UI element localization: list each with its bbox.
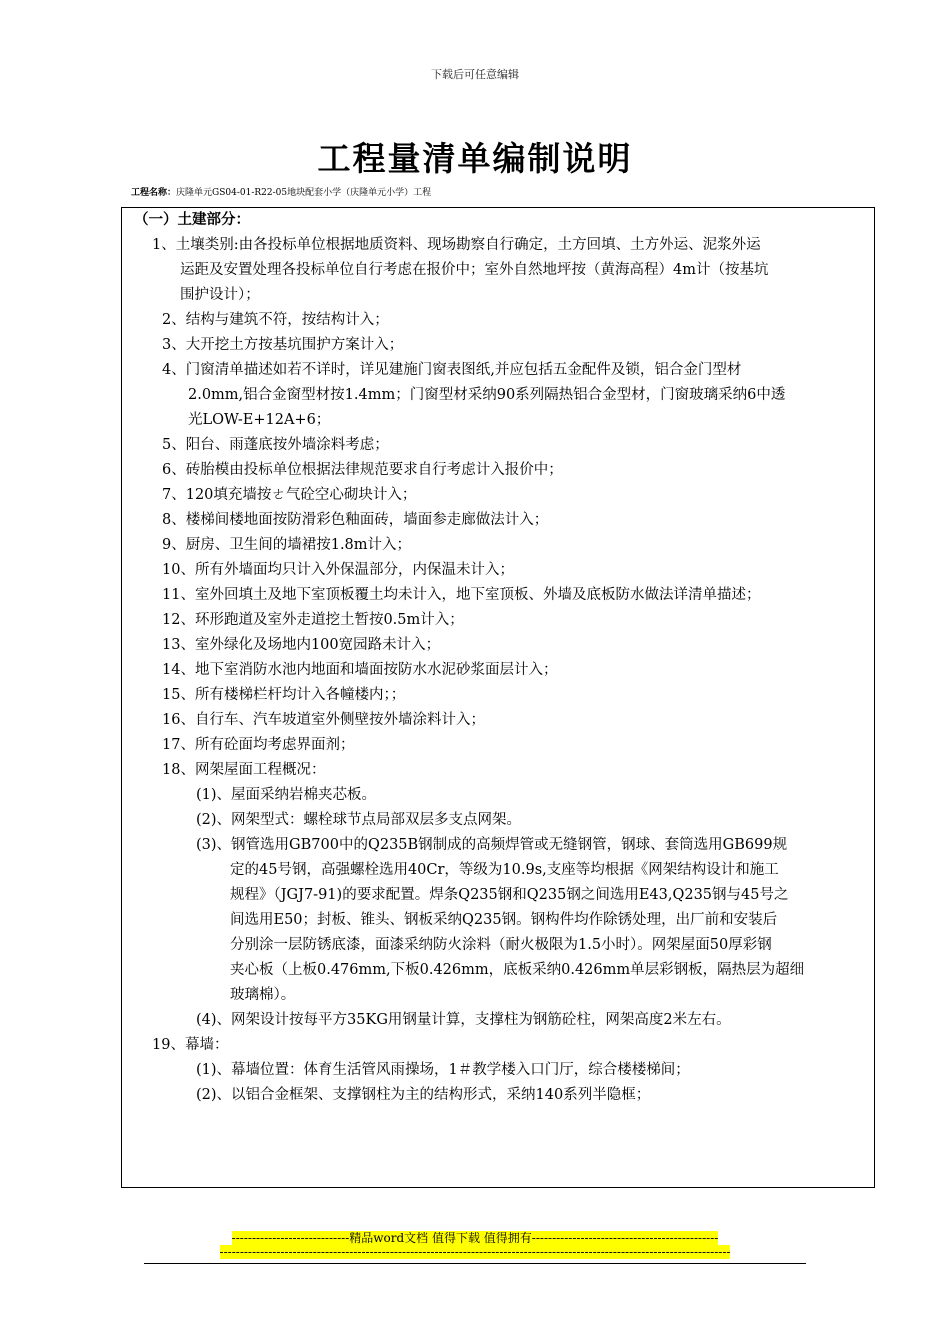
list-item: 6、砖胎模由投标单位根据法律规范要求自行考虑计入报价中； [162,462,563,478]
sub-item: (1)、幕墙位置：体育生活管风雨操场，1＃教学楼入口门厅，综合楼楼梯间； [196,1062,690,1078]
list-item-continuation: 运距及安置处理各投标单位自行考虑在报价中；室外自然地坪按（黄海高程）4m计（按基坑 [180,262,769,278]
list-item-continuation: 围护设计）； [180,287,260,303]
sub-item-continuation: 定的45号钢，高强螺栓选用40Cr，等级为10.9s,支座等均根据《网架结构设计和施工 [230,862,779,878]
footer-banner-bottom [0,1245,950,1259]
list-item: 1、土壤类别:由各投标单位根据地质资料、现场勘察自行确定，土方回填、土方外运、泥浆外运 [152,237,761,253]
list-item: 11、室外回填土及地下室顶板覆土均未计入，地下室顶板、外墙及底板防水做法详清单描述； [162,587,761,603]
list-item: 2、结构与建筑不符，按结构计入； [162,312,389,328]
list-item: 18、网架屋面工程概况： [162,762,326,778]
list-item: 14、地下室消防水池内地面和墙面按防水水泥砂浆面层计入； [162,662,558,678]
sub-item: (4)、网架设计按每平方35KG用钢量计算，支撑柱为钢筋砼柱，网架高度2米左右。 [196,1012,731,1028]
project-name: 庆隆单元GS04-01-R22-05地块配套小学（庆隆单元小学）工程 [176,188,432,198]
sub-item: (1)、屋面采纳岩棉夹芯板。 [196,787,377,803]
project-name-line [131,185,881,198]
list-item: 19、幕墙： [152,1037,229,1053]
list-item: 16、自行车、汽车坡道室外侧壁按外墙涂料计入； [162,712,485,728]
list-item: 12、环形跑道及室外走道挖土暂按0.5m计入； [162,612,464,628]
list-item: 15、所有楼梯栏杆均计入各幢楼内；； [162,687,406,703]
project-label: 工程名称： [131,188,177,198]
list-item: 8、楼梯间楼地面按防滑彩色釉面砖，墙面参走廊做法计入； [162,512,549,528]
sub-item-continuation: 分别涂一层防锈底漆，面漆采纳防火涂料（耐火极限为1.5小时）。网架屋面50厚彩钢 [230,937,772,953]
list-item: 3、大开挖土方按基坑围护方案计入； [162,337,404,353]
list-item-continuation: 光LOW-E+12A+6； [188,412,331,428]
footer-banner-dashes: ------------------------------------------------------------------------------------------------------------------------------ [219,1245,731,1259]
sub-item-continuation: 规程》（JGJ7-91)的要求配置。焊条Q235钢和Q235钢之间选用E43,Q235钢与45号之 [230,887,789,903]
section-title-civil: （一）土建部分： [134,212,250,228]
list-item: 4、门窗清单描述如若不详时，详见建施门窗表图纸,并应包括五金配件及锁，铝合金门型材 [162,362,742,378]
sub-item-continuation: 玻璃棉）。 [230,987,296,1003]
list-item: 7、120填充墙按ㄜ气砼空心砌块计入； [162,487,417,503]
sub-item: (2)、网架型式：螺栓球节点局部双层多支点网架。 [196,812,522,828]
sub-item-continuation: 夹心板（上板0.476mm,下板0.426mm，底板采纳0.426mm单层彩钢板，隔热层为超细 [230,962,805,978]
sub-item: (3)、钢管选用GB700中的Q235B钢制成的高频焊管或无缝钢管，钢球、套筒选用GB699规 [196,837,788,853]
document-title: 工程量清单编制说明 [317,139,633,178]
footer-rule [144,1263,806,1264]
list-item-continuation: 2.0mm,铝合金窗型材按1.4mm；门窗型材采纳90系列隔热铝合金型材，门窗玻璃采纳6中透 [188,387,786,403]
list-item: 10、所有外墙面均只计入外保温部分，内保温未计入； [162,562,514,578]
list-item: 5、阳台、雨蓬底按外墙涂料考虑； [162,437,389,453]
list-item: 9、厨房、卫生间的墙裙按1.8m计入； [162,537,412,553]
header-note: 下载后可任意编辑 [431,68,519,81]
footer-banner-top [0,1229,950,1246]
sub-item: (2)、以铝合金框架、支撑钢柱为主的结构形式，采纳140系列半隐框； [196,1087,651,1103]
list-item: 17、所有砼面均考虑界面剂； [162,737,355,753]
list-item: 13、室外绿化及场地内100宽园路未计入； [162,637,441,653]
footer-banner-text: -----------------------------精品word文档 值得下载 值得拥有---------------------------------------------- [231,1231,719,1245]
sub-item-continuation: 间选用E50；封板、锥头、钢板采纳Q235钢。钢构件均作除锈处理，出厂前和安装后 [230,912,778,928]
